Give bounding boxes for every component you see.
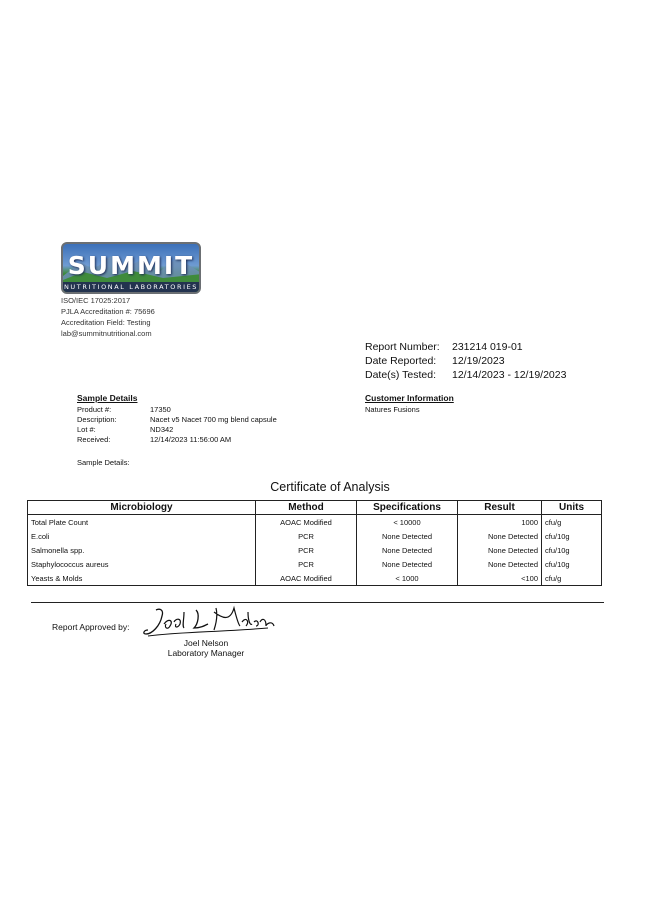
report-number-label: Report Number: bbox=[365, 341, 440, 353]
received-value: 12/14/2023 11:56:00 AM bbox=[150, 435, 232, 444]
test-method: PCR bbox=[256, 529, 357, 543]
date-tested-value: 12/14/2023 - 12/19/2023 bbox=[452, 369, 567, 381]
customer-information-title: Customer Information bbox=[365, 393, 454, 403]
product-row bbox=[77, 405, 277, 415]
received-row bbox=[77, 435, 277, 445]
test-units: cfu/10g bbox=[542, 529, 602, 543]
accreditation-field: Accreditation Field: Testing bbox=[61, 318, 151, 327]
test-specification: None Detected bbox=[357, 557, 458, 571]
date-tested-row bbox=[365, 368, 566, 382]
report-number-value: 231214 019-01 bbox=[452, 341, 523, 353]
lot-value: ND342 bbox=[150, 425, 174, 434]
product-label: Product #: bbox=[77, 405, 112, 414]
test-specification: < 10000 bbox=[357, 515, 458, 530]
received-label: Received: bbox=[77, 435, 111, 444]
logo-wordmark: SUMMIT bbox=[67, 251, 195, 280]
description-value: Nacet v5 Nacet 700 mg blend capsule bbox=[150, 415, 277, 424]
test-method: AOAC Modified bbox=[256, 571, 357, 586]
test-units: cfu/g bbox=[542, 515, 602, 530]
date-reported-label: Date Reported: bbox=[365, 355, 437, 367]
column-header-microbiology: Microbiology bbox=[28, 501, 256, 515]
report-info bbox=[365, 340, 566, 382]
signer-title: Laboratory Manager bbox=[167, 648, 245, 658]
date-reported-value: 12/19/2023 bbox=[452, 355, 505, 367]
customer-information bbox=[365, 393, 454, 415]
sample-details-extra-label: Sample Details: bbox=[77, 458, 130, 467]
description-label: Description: bbox=[77, 415, 117, 424]
lot-label: Lot #: bbox=[77, 425, 96, 434]
table-row bbox=[28, 529, 602, 543]
test-name: Yeasts & Molds bbox=[28, 571, 256, 586]
customer-name: Natures Fusions bbox=[365, 405, 420, 414]
test-name: Total Plate Count bbox=[28, 515, 256, 530]
summit-logo bbox=[61, 242, 201, 294]
results-table bbox=[27, 500, 602, 586]
sample-details-title: Sample Details bbox=[77, 393, 138, 403]
approval-divider bbox=[31, 602, 604, 603]
test-units: cfu/10g bbox=[542, 557, 602, 571]
test-result: None Detected bbox=[458, 557, 542, 571]
test-specification: None Detected bbox=[357, 529, 458, 543]
certificate-title: Certificate of Analysis bbox=[270, 480, 390, 494]
test-result: None Detected bbox=[458, 529, 542, 543]
test-result: None Detected bbox=[458, 543, 542, 557]
test-units: cfu/g bbox=[542, 571, 602, 586]
column-header-specifications: Specifications bbox=[357, 501, 458, 515]
iso-standard: ISO/IEC 17025:2017 bbox=[61, 296, 131, 305]
column-header-method: Method bbox=[256, 501, 357, 515]
test-units: cfu/10g bbox=[542, 543, 602, 557]
accreditation-block bbox=[61, 295, 155, 339]
test-result: 1000 bbox=[458, 515, 542, 530]
logo-tagline: NUTRITIONAL LABORATORIES bbox=[63, 283, 199, 291]
test-name: Salmonella spp. bbox=[28, 543, 256, 557]
approved-by-label: Report Approved by: bbox=[52, 622, 130, 632]
test-method: AOAC Modified bbox=[256, 515, 357, 530]
test-result: <100 bbox=[458, 571, 542, 586]
lot-row bbox=[77, 425, 277, 435]
test-name: Staphylococcus aureus bbox=[28, 557, 256, 571]
test-name: E.coli bbox=[28, 529, 256, 543]
lab-email: lab@summitnutritional.com bbox=[61, 329, 152, 338]
signer-block bbox=[160, 638, 252, 658]
test-method: PCR bbox=[256, 543, 357, 557]
sample-details bbox=[77, 393, 277, 445]
report-number-row bbox=[365, 340, 566, 354]
column-header-units: Units bbox=[542, 501, 602, 515]
date-reported-row bbox=[365, 354, 566, 368]
pjla-number: PJLA Accreditation #: 75696 bbox=[61, 307, 155, 316]
column-header-result: Result bbox=[458, 501, 542, 515]
table-row bbox=[28, 515, 602, 530]
test-specification: < 1000 bbox=[357, 571, 458, 586]
test-specification: None Detected bbox=[357, 543, 458, 557]
date-tested-label: Date(s) Tested: bbox=[365, 369, 437, 381]
test-method: PCR bbox=[256, 557, 357, 571]
description-row bbox=[77, 415, 277, 425]
signer-name: Joel Nelson bbox=[183, 638, 229, 648]
product-value: 17350 bbox=[150, 405, 171, 414]
results-header-row bbox=[28, 501, 602, 515]
table-row bbox=[28, 543, 602, 557]
table-row bbox=[28, 557, 602, 571]
table-row bbox=[28, 571, 602, 586]
